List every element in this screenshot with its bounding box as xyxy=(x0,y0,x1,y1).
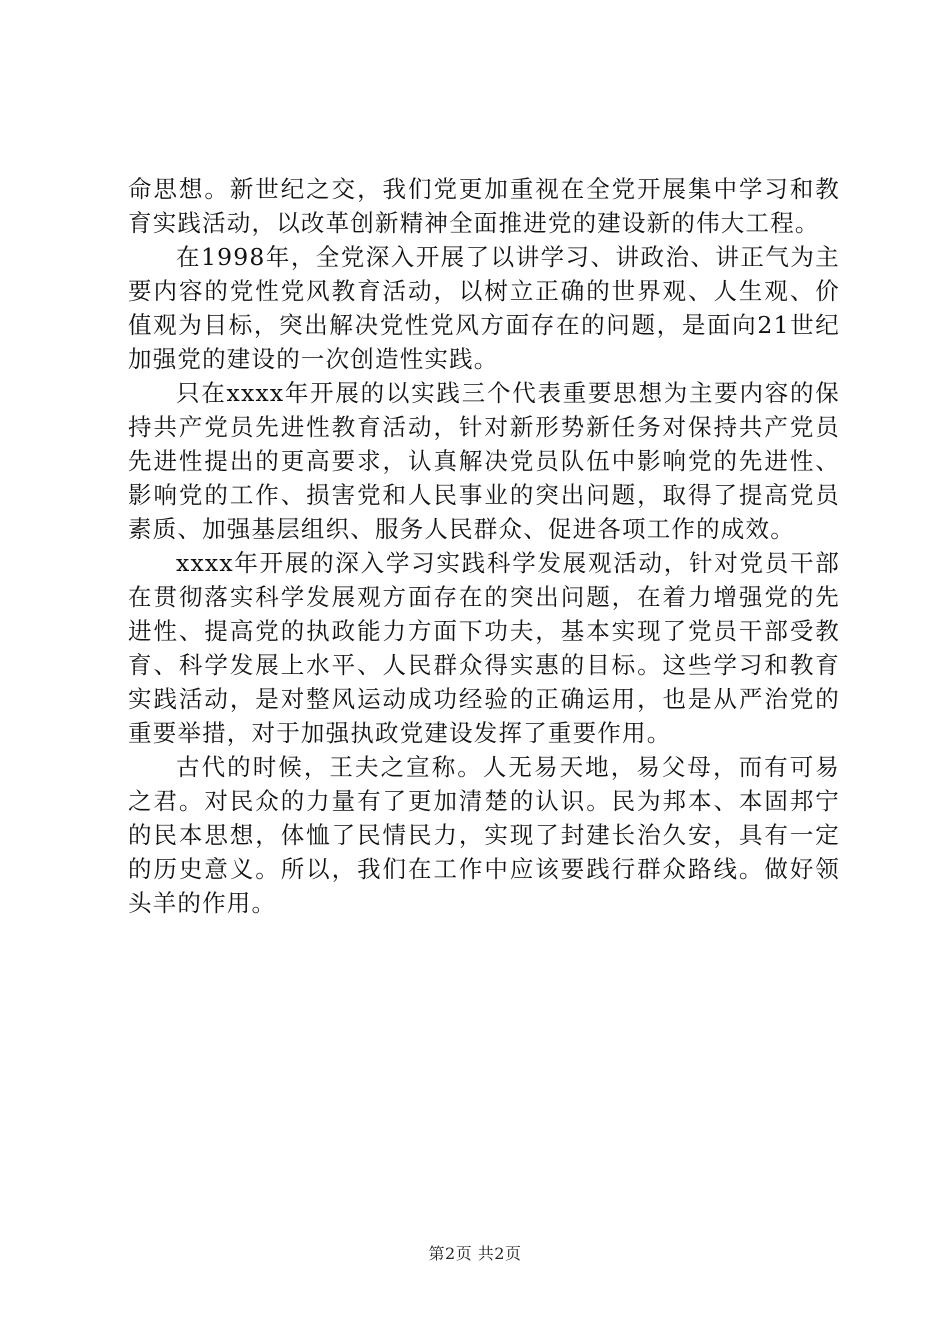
paragraph-5: 古代的时候，王夫之宣称。人无易天地，易父母，而有可易之君。对民众的力量有了更加清楚的认识。民为邦本、本固邦宁的民本思想，体恤了民情民力，实现了封建长治久安，具有一定的历史意义。所以，我们在工作中应该要践行群众路线。做好领头羊的作用。 xyxy=(128,753,840,917)
paragraph-1: 命思想。新世纪之交，我们党更加重视在全党开展集中学习和教育实践活动，以改革创新精神全面推进党的建设新的伟大工程。 xyxy=(128,175,840,237)
document-body xyxy=(128,172,840,920)
paragraph-3: 只在xxxx年开展的以实践三个代表重要思想为主要内容的保持共产党员先进性教育活动，针对新形势新任务对保持共产党员先进性提出的更高要求，认真解决党员队伍中影响党的先进性、影响党的工作、损害党和人民事业的突出问题，取得了提高党员素质、加强基层组织、服务人民群众、促进各项工作的成效。 xyxy=(128,379,840,543)
paragraph-4: xxxx年开展的深入学习实践科学发展观活动，针对党员干部在贯彻落实科学发展观方面存在的突出问题，在着力增强党的先进性、提高党的执政能力方面下功夫，基本实现了党员干部受教育、科学发展上水平、人民群众得实惠的目标。这些学习和教育实践活动，是对整风运动成功经验的正确运用，也是从严治党的重要举措，对于加强执政党建设发挥了重要作用。 xyxy=(128,549,840,747)
page-footer xyxy=(0,1244,950,1264)
page-number-label: 第2页 共2页 xyxy=(428,1244,522,1263)
paragraph-2: 在1998年，全党深入开展了以讲学习、讲政治、讲正气为主要内容的党性党风教育活动，以树立正确的世界观、人生观、价值观为目标，突出解决党性党风方面存在的问题，是面向21世纪加强党的建设的一次创造性实践。 xyxy=(128,243,840,373)
